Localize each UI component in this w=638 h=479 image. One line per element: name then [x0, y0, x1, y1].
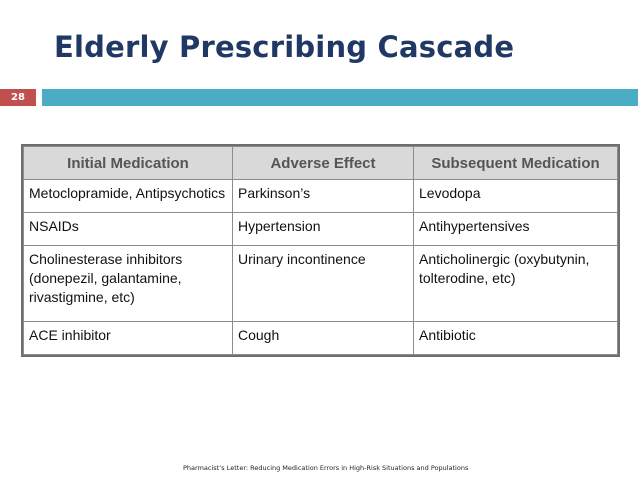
cell-subsequent-medication: Levodopa	[414, 180, 618, 213]
table-row	[24, 322, 618, 355]
cascade-table-container	[21, 144, 620, 357]
table-row	[24, 245, 618, 321]
cell-initial-medication: Metoclopramide, Antipsychotics	[24, 180, 233, 213]
cell-adverse-effect: Parkinson’s	[233, 180, 414, 213]
table-row	[24, 180, 618, 213]
table-header	[24, 147, 618, 180]
slide-title: Elderly Prescribing Cascade	[54, 30, 515, 64]
cell-subsequent-medication: Antibiotic	[414, 322, 618, 355]
cell-adverse-effect: Urinary incontinence	[233, 245, 414, 321]
header-subsequent-medication: Subsequent Medication	[414, 147, 618, 180]
table-row	[24, 212, 618, 245]
cell-subsequent-medication: Anticholinergic (oxybutynin, tolterodine, etc)	[414, 245, 618, 321]
cell-adverse-effect: Cough	[233, 322, 414, 355]
cell-subsequent-medication: Antihypertensives	[414, 212, 618, 245]
cell-initial-medication: NSAIDs	[24, 212, 233, 245]
cell-initial-medication: Cholinesterase inhibitors (donepezil, galantamine, rivastigmine, etc)	[24, 245, 233, 321]
title-accent-bar	[42, 89, 638, 106]
header-initial-medication: Initial Medication	[24, 147, 233, 180]
source-citation: Pharmacist’s Letter: Reducing Medication Errors in High-Risk Situations and Populations	[183, 464, 469, 472]
cascade-table	[23, 146, 618, 355]
cell-initial-medication: ACE inhibitor	[24, 322, 233, 355]
header-adverse-effect: Adverse Effect	[233, 147, 414, 180]
header-row	[24, 147, 618, 180]
slide-number-badge: 28	[0, 89, 36, 106]
table-body	[24, 180, 618, 355]
cell-adverse-effect: Hypertension	[233, 212, 414, 245]
